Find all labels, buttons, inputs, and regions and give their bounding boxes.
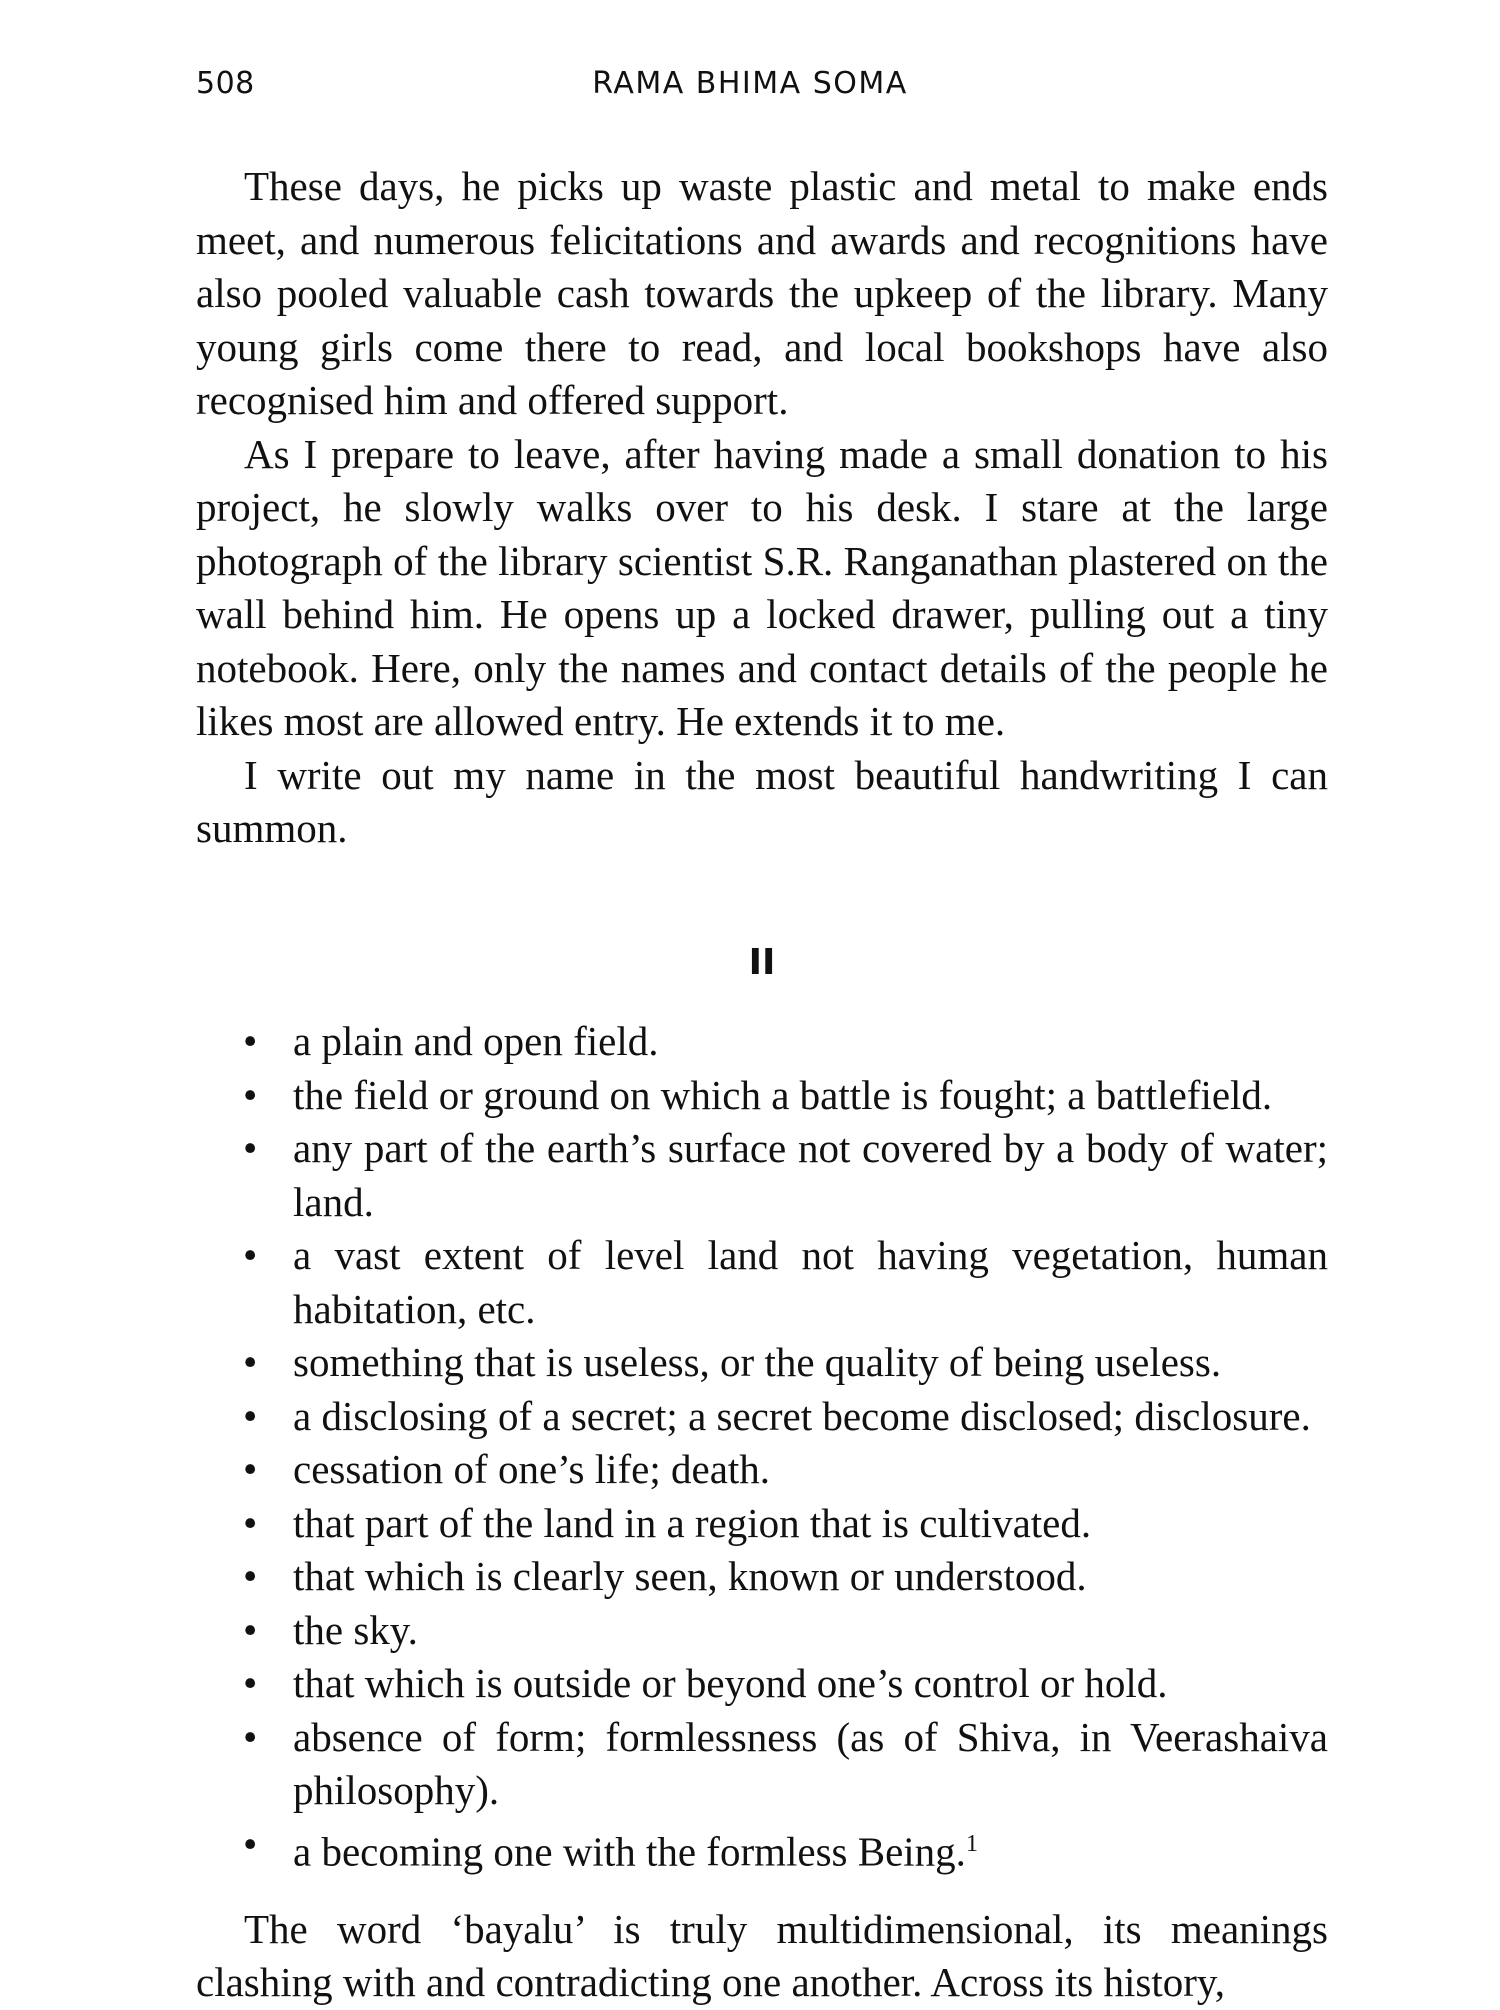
list-item	[243, 1443, 1328, 1497]
list-item-text: the field or ground on which a battle is fought; a battlefield.	[293, 1071, 1273, 1118]
list-item-text: a plain and open field.	[293, 1018, 659, 1064]
list-item-text: any part of the earth’s surface not covered by a body of water; land.	[293, 1125, 1328, 1225]
list-item	[243, 1015, 1328, 1069]
list-item-text: the sky.	[293, 1606, 418, 1653]
list-item	[243, 1336, 1328, 1390]
bullet-icon: •	[243, 1071, 258, 1118]
list-item-text: a disclosing of a secret; a secret become disclosed; disclosure.	[293, 1392, 1311, 1439]
bullet-icon: •	[243, 1660, 258, 1706]
list-item	[243, 1229, 1328, 1336]
paragraph: These days, he picks up waste plastic and metal to make ends meet, and numerous felicitations and awards and recognitions have also pooled valuable cash towards the upkeep of the library. Many young girls come there to read, and local bookshops have also recognised him and offered support.	[196, 163, 1328, 423]
running-head: RAMA BHIMA SOMA	[592, 66, 908, 101]
definition-list	[196, 1015, 1328, 1879]
list-item-text: that which is outside or beyond one’s control or hold.	[293, 1660, 1168, 1706]
list-item-text: something that is useless, or the quality of being useless.	[293, 1339, 1222, 1385]
list-item	[243, 1657, 1328, 1711]
list-item-text: cessation of one’s life; death.	[293, 1446, 771, 1492]
paragraph: I write out my name in the most beautiful handwriting I can summon.	[196, 751, 1328, 851]
bullet-icon: •	[243, 1232, 258, 1278]
list-item-text: absence of form; formlessness (as of Shiva, in Veerashaiva philosophy).	[293, 1713, 1328, 1813]
footnote-marker[interactable]: 1	[965, 1830, 978, 1857]
bullet-icon: •	[243, 1606, 258, 1653]
list-item	[243, 1069, 1328, 1123]
bullet-icon: •	[243, 1446, 258, 1492]
page-body	[196, 160, 1328, 2010]
list-item	[243, 1604, 1328, 1658]
paragraph: As I prepare to leave, after having made a small donation to his project, he slowly walks over to his desk. I stare at the large photograph of the library scientist S.R. Ranganathan plastered on the wall behind him. He opens up a locked drawer, pulling out a tiny notebook. Here, only the names and contact details of the people he likes most are allowed entry. He extends it to me.	[196, 430, 1328, 744]
section-heading: II	[748, 941, 776, 983]
bullet-icon: •	[243, 1018, 258, 1064]
list-item	[243, 1122, 1328, 1229]
bullet-icon: •	[243, 1553, 258, 1599]
list-item	[243, 1550, 1328, 1604]
list-item-text: that part of the land in a region that is cultivated.	[293, 1499, 1092, 1546]
bullet-icon: •	[243, 1713, 258, 1760]
bullet-icon: •	[243, 1125, 258, 1171]
bullet-icon: •	[243, 1339, 258, 1385]
bullet-icon: •	[243, 1499, 258, 1546]
paragraph: The word ‘bayalu’ is truly multidimensional, its meanings clashing with and contradicting one another. Across its history,	[196, 1905, 1328, 2006]
list-item	[243, 1711, 1328, 1818]
list-item	[243, 1497, 1328, 1551]
list-item-text: a vast extent of level land not having vegetation, human habitation, etc.	[293, 1232, 1328, 1332]
list-item-text: that which is clearly seen, known or understood.	[293, 1553, 1087, 1599]
bullet-icon: •	[243, 1820, 258, 1867]
list-item-text: a becoming one with the formless Being.	[293, 1828, 966, 1875]
list-item	[243, 1818, 1328, 1879]
list-item	[243, 1390, 1328, 1444]
bullet-icon: •	[243, 1392, 258, 1439]
page-number: 508	[196, 66, 255, 101]
